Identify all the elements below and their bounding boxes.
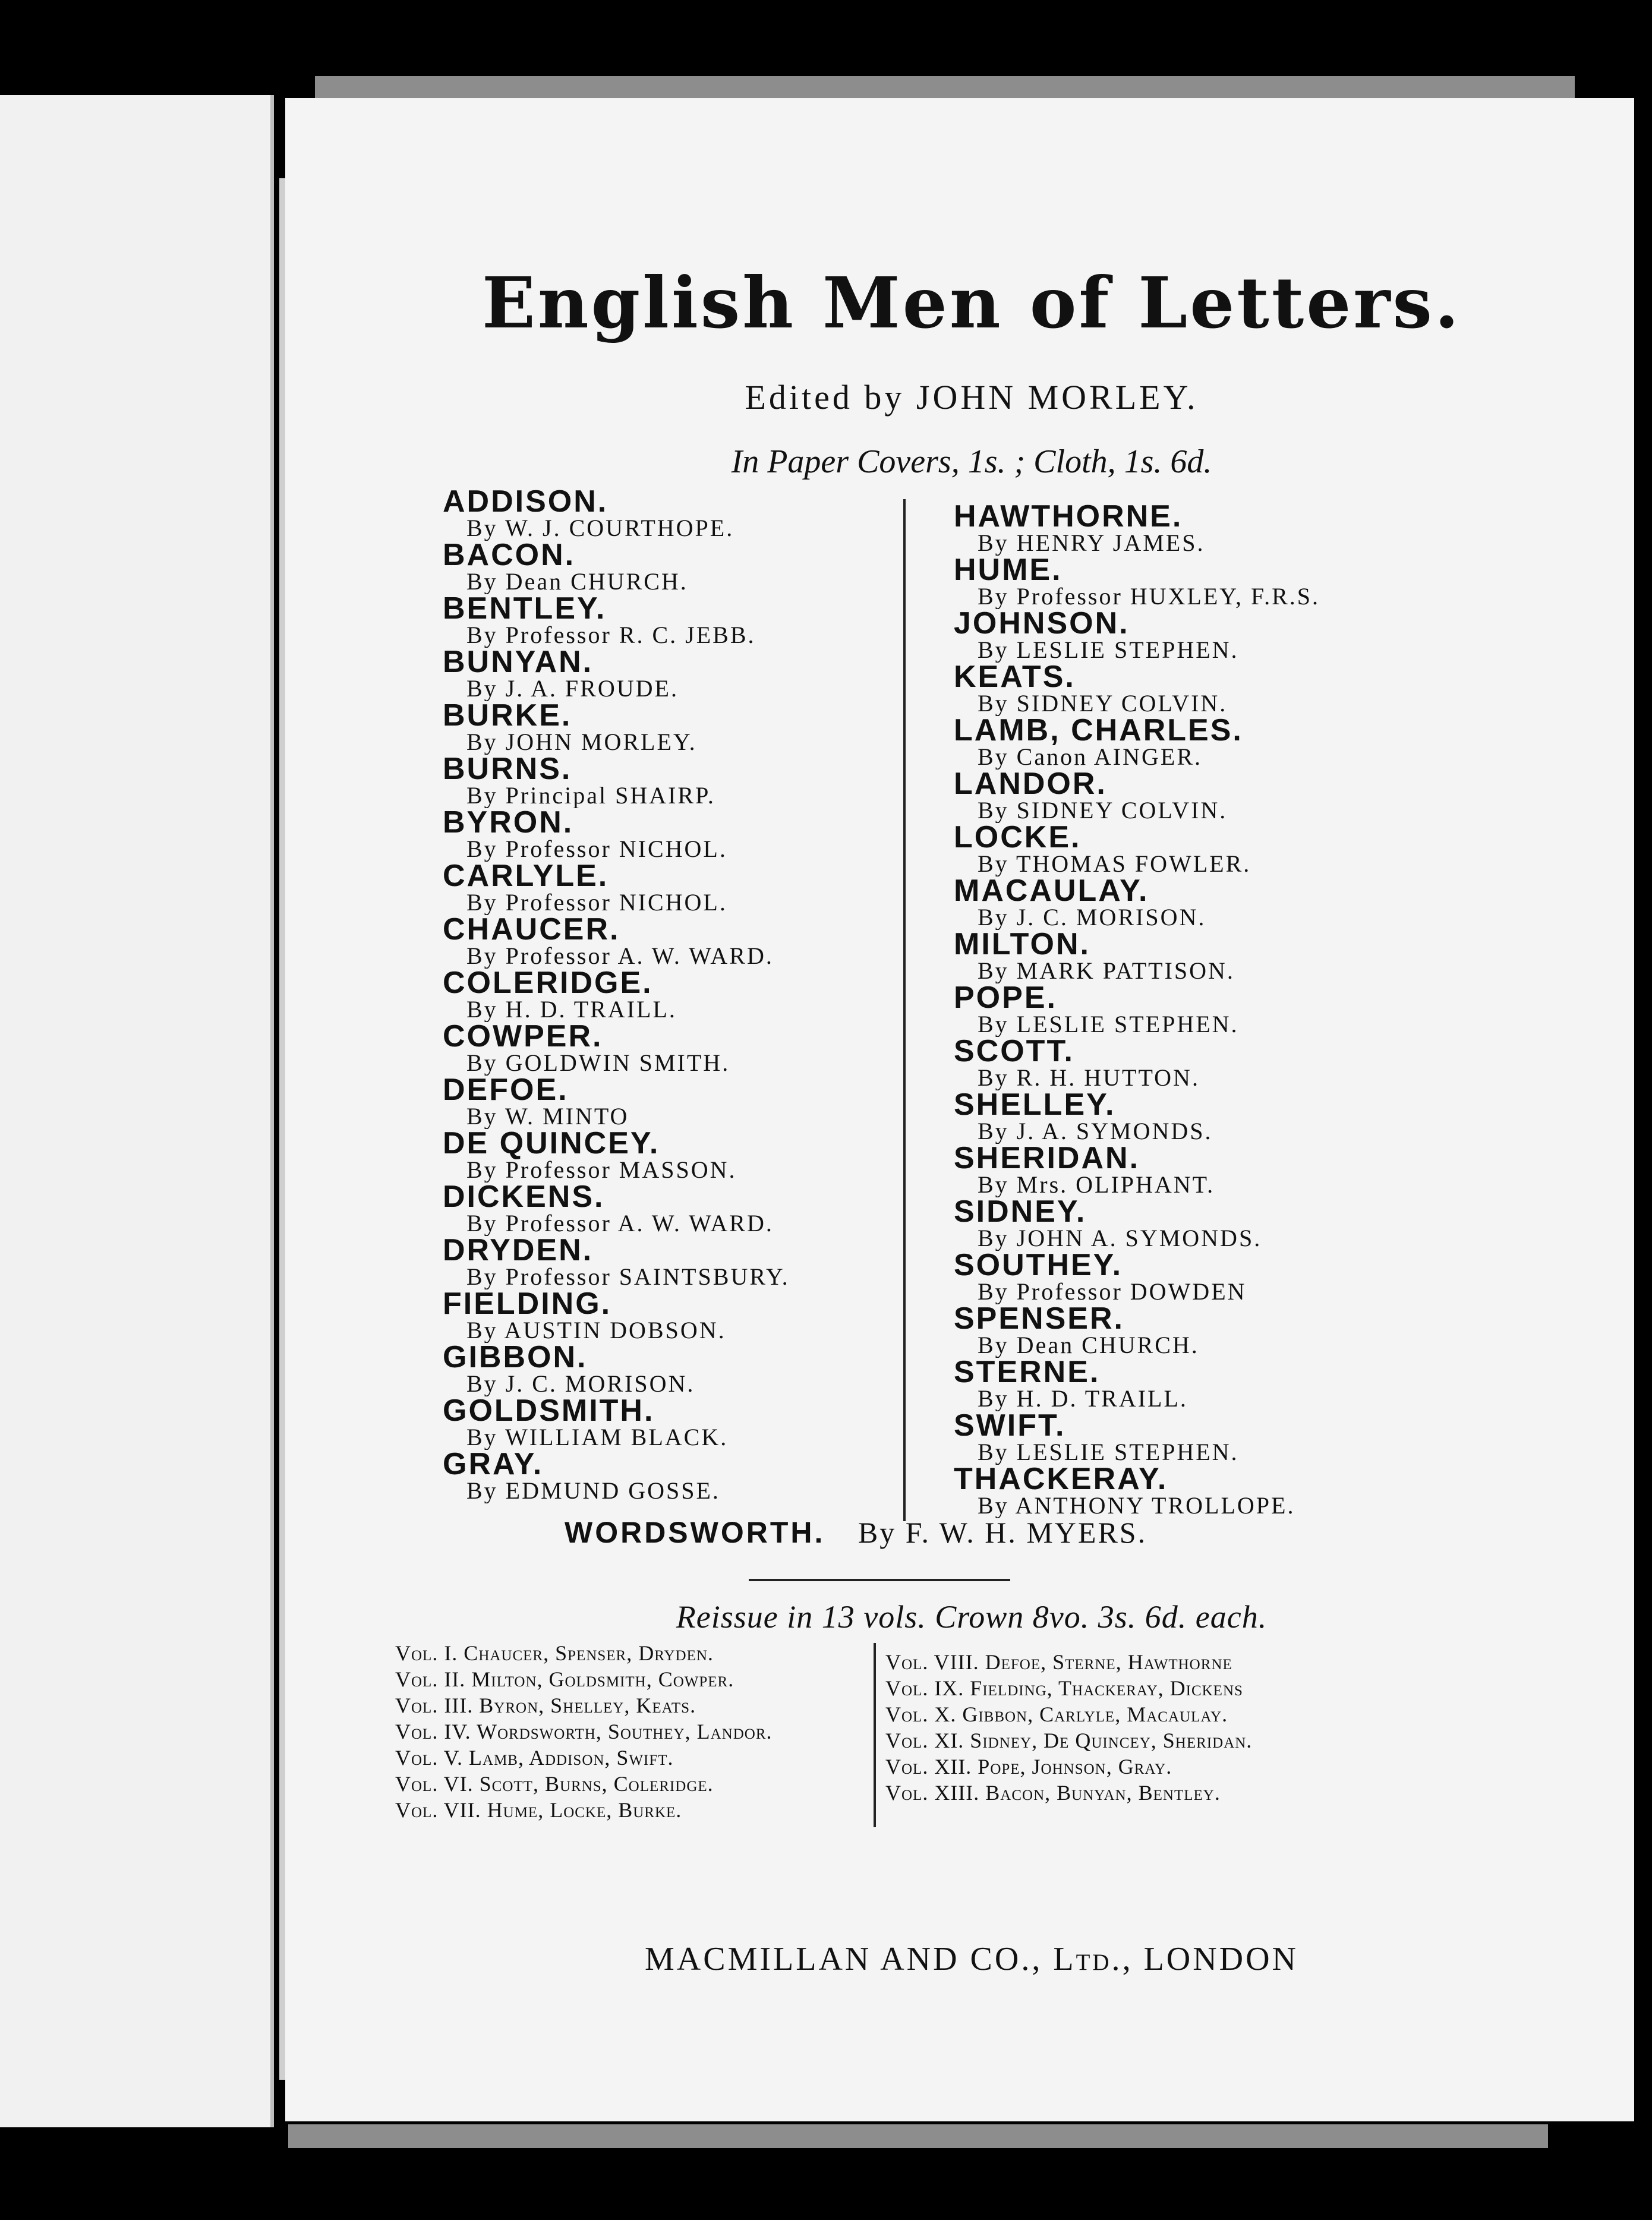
entry-author: By AUSTIN DOBSON. xyxy=(466,1317,726,1343)
entry-name: FIELDING. xyxy=(443,1289,612,1321)
advertisement-page xyxy=(285,98,1634,2121)
entry-author: By Mrs. OLIPHANT. xyxy=(978,1171,1215,1197)
entry-author: By J. C. MORISON. xyxy=(978,904,1206,930)
entry-author: By Professor NICHOL. xyxy=(466,889,727,915)
volume-line: Vol. V. Lamb, Addison, Swift. xyxy=(395,1746,674,1770)
entry-name: LAMB, CHARLES. xyxy=(954,716,1243,748)
price-line: In Paper Covers, 1s. ; Cloth, 1s. 6d. xyxy=(731,443,1212,480)
list-item xyxy=(443,1289,954,1343)
list-item xyxy=(443,648,954,701)
entry-name: DRYDEN. xyxy=(443,1236,594,1267)
volumes-left xyxy=(395,1640,894,1823)
entry-author: By GOLDWIN SMITH. xyxy=(466,1049,730,1076)
entry-name: SHELLEY. xyxy=(954,1090,1116,1122)
entry-author: By EDMUND GOSSE. xyxy=(466,1477,720,1503)
entry-author: By Professor DOWDEN xyxy=(978,1278,1247,1304)
list-item xyxy=(954,663,1465,716)
left-column xyxy=(443,487,954,1503)
list-item xyxy=(443,1129,954,1182)
volume-line: Vol. XII. Pope, Johnson, Gray. xyxy=(885,1755,1172,1778)
list-item xyxy=(443,594,954,648)
list-item xyxy=(954,876,1465,930)
entry-author: By Professor R. C. JEBB. xyxy=(466,622,756,648)
list-item xyxy=(443,969,954,1022)
list-item xyxy=(443,1076,954,1129)
entry-author: By SIDNEY COLVIN. xyxy=(978,690,1228,716)
entry-name: BENTLEY. xyxy=(443,594,607,626)
entry-name: SPENSER. xyxy=(954,1304,1124,1336)
list-item xyxy=(443,1236,954,1289)
entry-name: GOLDSMITH. xyxy=(443,1396,655,1428)
editor-line: Edited by JOHN MORLEY. xyxy=(745,378,1199,417)
entry-author: By Dean CHURCH. xyxy=(466,568,688,594)
list-item xyxy=(443,1450,954,1503)
list-item xyxy=(954,502,1465,556)
book-spine xyxy=(279,178,285,2080)
book-bottom-edge xyxy=(288,2124,1548,2148)
entry-name: HUME. xyxy=(954,556,1063,587)
entry-author: By SIDNEY COLVIN. xyxy=(978,797,1228,823)
entry-name: BACON. xyxy=(443,541,576,572)
list-item xyxy=(954,716,1465,770)
reissue-line: Reissue in 13 vols. Crown 8vo. 3s. 6d. each. xyxy=(676,1599,1268,1635)
entry-name: COLERIDGE. xyxy=(443,969,653,1000)
entry-author: By WILLIAM BLACK. xyxy=(466,1424,729,1450)
entry-author: By ANTHONY TROLLOPE. xyxy=(978,1492,1295,1518)
entry-name: POPE. xyxy=(954,983,1057,1015)
entry-name: COWPER. xyxy=(443,1022,603,1054)
list-item xyxy=(954,1411,1465,1465)
entry-author: By J. A. SYMONDS. xyxy=(978,1118,1213,1144)
entry-author: By F. W. H. MYERS. xyxy=(857,1516,1147,1549)
volume-line: Vol. II. Milton, Goldsmith, Cowper. xyxy=(395,1667,734,1691)
entry-author: By HENRY JAMES. xyxy=(978,529,1205,556)
list-item xyxy=(443,1022,954,1076)
entry-name: SWIFT. xyxy=(954,1411,1066,1443)
list-item xyxy=(954,556,1465,609)
entry-name: BURNS. xyxy=(443,755,572,786)
entry-name: WORDSWORTH. xyxy=(565,1516,825,1549)
section-rule xyxy=(749,1579,1010,1581)
volumes-right xyxy=(885,1649,1385,1806)
list-item xyxy=(954,1197,1465,1251)
entry-name: MACAULAY. xyxy=(954,876,1149,908)
entry-author: By JOHN A. SYMONDS. xyxy=(978,1225,1262,1251)
entry-name: SOUTHEY. xyxy=(954,1251,1123,1282)
list-item xyxy=(954,1465,1465,1518)
final-entry xyxy=(565,1515,1396,1550)
volume-line: Vol. IX. Fielding, Thackeray, Dickens xyxy=(885,1676,1243,1700)
list-item xyxy=(954,983,1465,1037)
entry-name: HAWTHORNE. xyxy=(954,502,1183,534)
book-top-edge xyxy=(315,76,1575,100)
volume-line: Vol. IV. Wordsworth, Southey, Landor. xyxy=(395,1720,773,1743)
list-item xyxy=(954,1358,1465,1411)
list-item xyxy=(443,862,954,915)
volume-line: Vol. III. Byron, Shelley, Keats. xyxy=(395,1694,696,1717)
list-item xyxy=(954,1090,1465,1144)
entry-name: CHAUCER. xyxy=(443,915,620,947)
entry-author: By R. H. HUTTON. xyxy=(978,1064,1200,1090)
volumes-divider xyxy=(874,1643,876,1827)
list-item xyxy=(443,541,954,594)
publisher-city: , LONDON xyxy=(1122,1941,1298,1978)
facing-page xyxy=(0,95,274,2127)
list-item xyxy=(443,701,954,755)
entry-author: By Professor MASSON. xyxy=(466,1156,737,1182)
entry-author: By Principal SHAIRP. xyxy=(466,782,715,808)
entry-author: By JOHN MORLEY. xyxy=(466,729,697,755)
series-title: English Men of Letters. xyxy=(481,261,1462,344)
volume-line: Vol. I. Chaucer, Spenser, Dryden. xyxy=(395,1641,714,1665)
entry-name: GRAY. xyxy=(443,1450,544,1481)
entry-author: By Professor HUXLEY, F.R.S. xyxy=(978,583,1320,609)
entry-author: By J. A. FROUDE. xyxy=(466,675,679,701)
list-item xyxy=(954,1251,1465,1304)
entry-name: LANDOR. xyxy=(954,770,1107,801)
entry-author: By Professor SAINTSBURY. xyxy=(466,1263,790,1289)
entry-name: DE QUINCEY. xyxy=(443,1129,660,1161)
entry-author: By Professor A. W. WARD. xyxy=(466,1210,774,1236)
list-item xyxy=(954,1144,1465,1197)
entry-author: By MARK PATTISON. xyxy=(978,957,1235,983)
entry-name: SCOTT. xyxy=(954,1037,1074,1068)
entry-author: By H. D. TRAILL. xyxy=(978,1385,1188,1411)
list-item xyxy=(954,930,1465,983)
list-item xyxy=(443,1182,954,1236)
entry-name: STERNE. xyxy=(954,1358,1101,1389)
column-divider xyxy=(903,499,906,1521)
publisher-name: MACMILLAN AND CO., xyxy=(645,1941,1054,1978)
list-item xyxy=(954,609,1465,663)
entry-name: KEATS. xyxy=(954,663,1076,694)
entry-name: GIBBON. xyxy=(443,1343,588,1374)
entry-author: By W. MINTO xyxy=(466,1103,629,1129)
entry-name: BUNYAN. xyxy=(443,648,594,679)
list-item xyxy=(443,1396,954,1450)
entry-author: By LESLIE STEPHEN. xyxy=(978,1011,1239,1037)
entry-author: By Professor NICHOL. xyxy=(466,835,727,862)
volume-line: Vol. VII. Hume, Locke, Burke. xyxy=(395,1798,682,1822)
list-item xyxy=(443,808,954,862)
entry-name: SIDNEY. xyxy=(954,1197,1087,1229)
list-item xyxy=(443,755,954,808)
list-item xyxy=(443,487,954,541)
right-column xyxy=(954,502,1465,1518)
volume-line: Vol. XI. Sidney, De Quincey, Sheridan. xyxy=(885,1729,1253,1752)
entry-author: By H. D. TRAILL. xyxy=(466,996,677,1022)
entry-name: BURKE. xyxy=(443,701,572,733)
list-item xyxy=(954,823,1465,876)
entry-name: THACKERAY. xyxy=(954,1465,1168,1496)
entry-name: BYRON. xyxy=(443,808,574,840)
entry-author: By J. C. MORISON. xyxy=(466,1370,695,1396)
volume-line: Vol. XIII. Bacon, Bunyan, Bentley. xyxy=(885,1781,1221,1805)
publisher-line xyxy=(452,1940,1492,1978)
entry-author: By Dean CHURCH. xyxy=(978,1332,1199,1358)
entry-name: DICKENS. xyxy=(443,1182,605,1214)
entry-name: DEFOE. xyxy=(443,1076,569,1107)
list-item xyxy=(954,770,1465,823)
list-item xyxy=(443,915,954,969)
publisher-ltd: Ltd. xyxy=(1053,1941,1123,1978)
volume-line: Vol. VIII. Defoe, Sterne, Hawthorne xyxy=(885,1650,1232,1674)
entry-author: By LESLIE STEPHEN. xyxy=(978,1439,1239,1465)
list-item xyxy=(443,1343,954,1396)
entry-name: ADDISON. xyxy=(443,487,609,519)
entry-name: SHERIDAN. xyxy=(954,1144,1140,1175)
volume-line: Vol. X. Gibbon, Carlyle, Macaulay. xyxy=(885,1702,1228,1726)
entry-author: By W. J. COURTHOPE. xyxy=(466,515,734,541)
list-item xyxy=(954,1304,1465,1358)
entry-name: MILTON. xyxy=(954,930,1090,961)
entry-name: CARLYLE. xyxy=(443,862,609,893)
entry-name: JOHNSON. xyxy=(954,609,1130,641)
entry-name: LOCKE. xyxy=(954,823,1082,854)
volume-line: Vol. VI. Scott, Burns, Coleridge. xyxy=(395,1772,714,1796)
entry-author: By Canon AINGER. xyxy=(978,743,1202,770)
list-item xyxy=(954,1037,1465,1090)
entry-author: By Professor A. W. WARD. xyxy=(466,942,774,969)
entry-author: By LESLIE STEPHEN. xyxy=(978,636,1239,663)
entry-author: By THOMAS FOWLER. xyxy=(978,850,1251,876)
